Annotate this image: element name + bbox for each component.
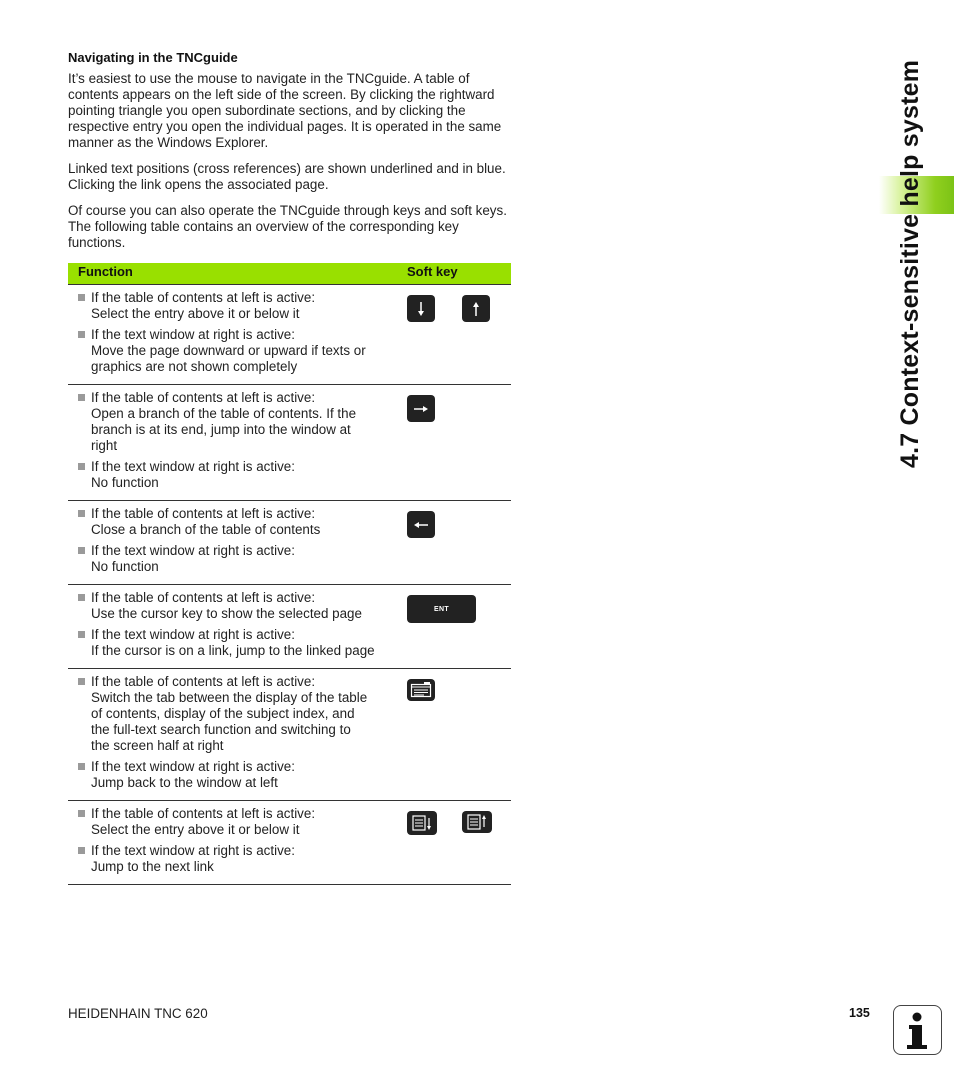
list-item: If the text window at right is active: No function xyxy=(78,543,398,575)
footer-product: HEIDENHAIN TNC 620 xyxy=(68,1006,208,1021)
function-cell xyxy=(68,285,398,384)
page-up-key-icon[interactable] xyxy=(462,811,492,833)
list-item: If the table of contents at left is active: Switch the tab between the display of the table of contents, display of the subject index, and the full-text search function and switching to the screen half at right xyxy=(78,674,398,754)
section-heading: Navigating in the TNCguide xyxy=(68,50,238,65)
list-item: If the table of contents at left is active: Select the entry above it or below it xyxy=(78,806,398,838)
bullet-square-icon xyxy=(78,594,85,601)
softkey-table xyxy=(68,263,511,885)
tab-switch-key-icon[interactable] xyxy=(407,679,435,701)
bullet-square-icon xyxy=(78,547,85,554)
arrow-up-key-icon[interactable] xyxy=(462,295,490,322)
function-cell xyxy=(68,585,398,668)
arrow-right-key-icon[interactable] xyxy=(407,395,435,422)
ent-key[interactable]: ENT xyxy=(407,595,476,623)
table-row xyxy=(68,669,511,801)
arrow-left-key-icon[interactable] xyxy=(407,511,435,538)
bullet-square-icon xyxy=(78,631,85,638)
intro-paragraph: It’s easiest to use the mouse to navigate in the TNCguide. A table of contents appears on the left side of the screen. By clicking the rightward pointing triangle you open subordinate sections, and by clicking the respective entry you open the individual pages. It is operated in the same manner as the Windows Explorer. xyxy=(68,71,502,150)
list-item: If the table of contents at left is active: Close a branch of the table of contents xyxy=(78,506,398,538)
list-item: If the table of contents at left is active: Select the entry above it or below it xyxy=(78,290,398,322)
chapter-title: 4.7 Context-sensitive help system xyxy=(896,59,924,468)
list-item: If the table of contents at left is active: Use the cursor key to show the selected page xyxy=(78,590,398,622)
list-item: If the table of contents at left is active: Open a branch of the table of contents. If the branch is at its end, jump into the window at right xyxy=(78,390,398,454)
function-cell xyxy=(68,801,398,884)
links-paragraph: Linked text positions (cross references) are shown underlined and in blue. Clicking the link opens the associated page. xyxy=(68,161,506,192)
list-item: If the text window at right is active: Jump to the next link xyxy=(78,843,398,875)
list-item: If the text window at right is active: No function xyxy=(78,459,398,491)
bullet-square-icon xyxy=(78,394,85,401)
info-icon xyxy=(893,1005,942,1055)
keys-paragraph: Of course you can also operate the TNCguide through keys and soft keys. The following table contains an overview of the corresponding key functions. xyxy=(68,203,507,250)
bullet-square-icon xyxy=(78,510,85,517)
bullet-square-icon xyxy=(78,847,85,854)
list-item: If the text window at right is active: Move the page downward or upward if texts or graphics are not shown completely xyxy=(78,327,398,375)
header-function: Function xyxy=(78,264,133,279)
table-row xyxy=(68,585,511,669)
table-header xyxy=(68,263,511,284)
function-cell xyxy=(68,385,398,500)
bullet-square-icon xyxy=(78,331,85,338)
table-row xyxy=(68,801,511,885)
table-row xyxy=(68,385,511,501)
arrow-down-key-icon[interactable] xyxy=(407,295,435,322)
bullet-square-icon xyxy=(78,294,85,301)
bullet-square-icon xyxy=(78,463,85,470)
page-number: 135 xyxy=(849,1006,870,1020)
bullet-square-icon xyxy=(78,763,85,770)
bullet-square-icon xyxy=(78,678,85,685)
list-item: If the text window at right is active: Jump back to the window at left xyxy=(78,759,398,791)
header-softkey: Soft key xyxy=(407,264,458,279)
table-row xyxy=(68,284,511,385)
table-row xyxy=(68,501,511,585)
function-cell xyxy=(68,501,398,584)
function-cell xyxy=(68,669,398,800)
list-item: If the text window at right is active: If the cursor is on a link, jump to the linked page xyxy=(78,627,398,659)
page-down-key-icon[interactable] xyxy=(407,811,437,835)
bullet-square-icon xyxy=(78,810,85,817)
